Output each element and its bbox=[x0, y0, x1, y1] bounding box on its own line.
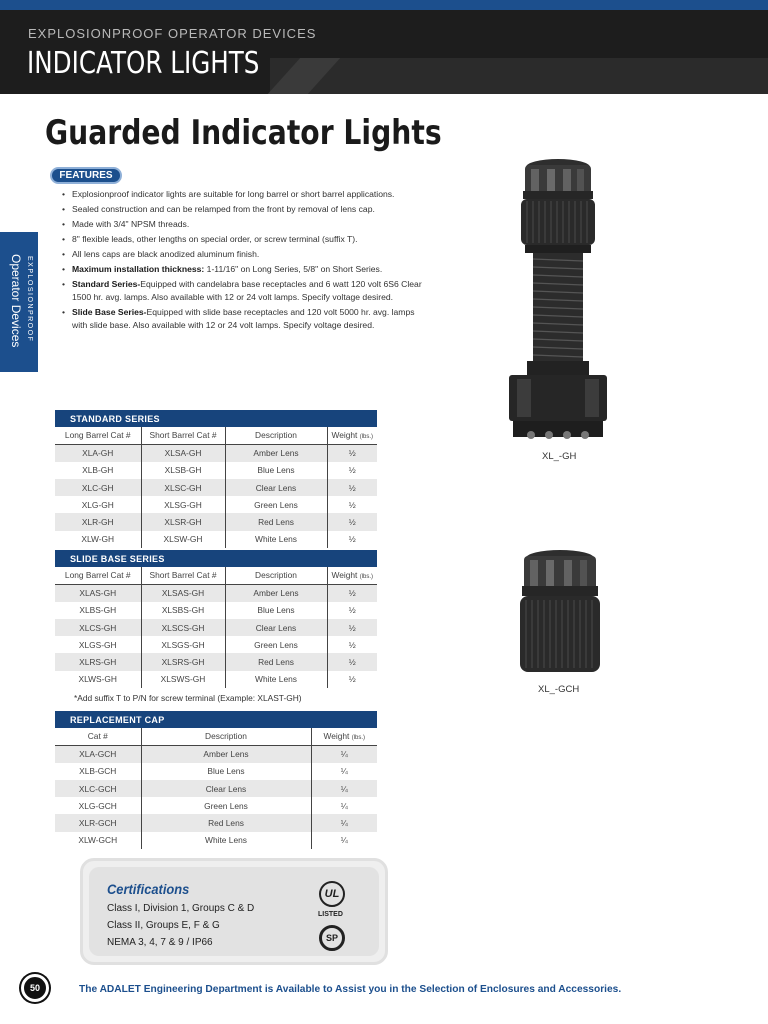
long-barrel-caption: XL_-GH bbox=[542, 451, 577, 462]
table-cell: Blue Lens bbox=[141, 763, 311, 780]
table-cell: Green Lens bbox=[225, 496, 327, 513]
table-cell: ½ bbox=[348, 465, 356, 476]
features-badge: FEATURES bbox=[50, 167, 122, 184]
certifications-title: Certifications bbox=[107, 881, 190, 897]
page-number: 50 bbox=[21, 974, 49, 1002]
table-cell: XLSC-GH bbox=[141, 479, 225, 496]
table-cell: XLA-GCH bbox=[55, 745, 141, 762]
table-cell: XLSRS-GH bbox=[141, 653, 225, 670]
column-header: Weight (lbs.) bbox=[327, 427, 377, 444]
certification-line: Class I, Division 1, Groups C & D bbox=[107, 903, 255, 914]
table-cell: ¼ bbox=[311, 780, 377, 797]
table-cell: XLSAS-GH bbox=[141, 584, 225, 601]
table-cell: XLSW-GH bbox=[141, 531, 225, 548]
table-band-title: STANDARD SERIES bbox=[55, 410, 377, 427]
footer-text: The ADALET Engineering Department is Available to Assist you in the Selection of Enclosures and Accessories. bbox=[79, 984, 622, 995]
short-barrel-caption: XL_-GCH bbox=[538, 684, 580, 695]
table-row bbox=[55, 619, 377, 636]
table-cell: ½ bbox=[327, 479, 377, 496]
feature-item: • Maximum installation thickness: 1-11/16" on Long Series, 5/8" on Short Series. bbox=[62, 263, 432, 276]
column-header: Short Barrel Cat # bbox=[141, 567, 225, 584]
table-cell: Clear Lens bbox=[225, 619, 327, 636]
table-row bbox=[55, 479, 377, 496]
table-cell: ¼ bbox=[340, 835, 348, 846]
table-cell: XLC-GH bbox=[55, 479, 141, 496]
table-row bbox=[55, 602, 377, 619]
feature-item: • Explosionproof indicator lights are suitable for long barrel or short barrel applications. bbox=[62, 188, 432, 201]
side-tab-line2: Operator Devices bbox=[9, 254, 23, 348]
column-header: Weight (lbs.) bbox=[311, 728, 377, 745]
csa-logo: SP bbox=[319, 925, 345, 951]
table-cell: XLAS-GH bbox=[55, 584, 141, 601]
table-row bbox=[55, 584, 377, 601]
side-tab-line1: EXPLOSIONPROOF bbox=[26, 256, 33, 343]
table-cell: XLA-GH bbox=[55, 444, 141, 461]
table-cell: Green Lens bbox=[225, 636, 327, 653]
table-row bbox=[55, 513, 377, 530]
table-cell: XLG-GH bbox=[55, 496, 141, 513]
column-header: Short Barrel Cat # bbox=[141, 427, 225, 444]
column-header: Description bbox=[141, 728, 311, 745]
table-row bbox=[55, 832, 377, 849]
table-row bbox=[55, 653, 377, 670]
table-row bbox=[55, 444, 377, 461]
standard-series-table bbox=[55, 410, 377, 548]
table-cell: XLSWS-GH bbox=[141, 671, 225, 688]
column-header: Weight (lbs.) bbox=[327, 567, 377, 584]
brand-name: ADALET bbox=[99, 984, 141, 995]
page-title: Guarded Indicator Lights bbox=[45, 113, 442, 153]
table-cell: White Lens bbox=[141, 832, 311, 849]
table-header-row bbox=[55, 728, 377, 745]
table-cell: Red Lens bbox=[225, 513, 327, 530]
table-cell: ¼ bbox=[340, 800, 348, 811]
table-cell: ½ bbox=[327, 584, 377, 601]
page-header bbox=[0, 10, 768, 94]
table-cell: XLW-GH bbox=[55, 531, 141, 548]
table-row bbox=[55, 671, 377, 688]
feature-item: • Sealed construction and can be relamped from the front by removal of lens cap. bbox=[62, 203, 432, 216]
table-row bbox=[55, 636, 377, 653]
table-cell: XLSR-GH bbox=[141, 513, 225, 530]
table-cell: XLSBS-GH bbox=[141, 602, 225, 619]
header-subtitle: EXPLOSIONPROOF OPERATOR DEVICES bbox=[28, 26, 317, 41]
table-cell: XLSA-GH bbox=[141, 444, 225, 461]
table-band-title: REPLACEMENT CAP bbox=[55, 711, 377, 728]
feature-item: • 8" flexible leads, other lengths on special order, or screw terminal (suffix T). bbox=[62, 233, 432, 246]
table-cell: ½ bbox=[348, 605, 356, 616]
table-cell: XLR-GH bbox=[55, 513, 141, 530]
table-cell: ½ bbox=[348, 499, 356, 510]
table-cell: XLGS-GH bbox=[55, 636, 141, 653]
certifications-panel bbox=[80, 858, 388, 965]
ul-listed-logo: UL bbox=[319, 881, 345, 907]
table-cell: Clear Lens bbox=[225, 479, 327, 496]
table-row bbox=[55, 462, 377, 479]
certification-line: NEMA 3, 4, 7 & 9 / IP66 bbox=[107, 937, 213, 948]
top-accent-stripe bbox=[0, 0, 768, 10]
table-cell: Red Lens bbox=[225, 653, 327, 670]
table-cell: ½ bbox=[348, 534, 356, 545]
table-row bbox=[55, 797, 377, 814]
feature-item: • Slide Base Series-Equipped with slide base receptacles and 120 volt 5000 hr. avg. lamps with slide base. Also available with 12 or 24 volt lamps. Specify voltage desired. bbox=[62, 306, 432, 332]
table-cell: XLBS-GH bbox=[55, 602, 141, 619]
table-row bbox=[55, 814, 377, 831]
table-cell: Blue Lens bbox=[225, 462, 327, 479]
ul-listed-label: LISTED bbox=[318, 911, 343, 918]
table-cell: Blue Lens bbox=[225, 602, 327, 619]
table-cell: Clear Lens bbox=[141, 780, 311, 797]
table-cell: ½ bbox=[348, 674, 356, 685]
feature-item: • All lens caps are black anodized aluminum finish. bbox=[62, 248, 432, 261]
table-cell: ½ bbox=[327, 619, 377, 636]
table-cell: Green Lens bbox=[141, 797, 311, 814]
feature-item: • Standard Series-Equipped with candelabra base receptacles and 6 watt 120 volt 6S6 Clear 1500 hr. avg. lamps. Also available with 12 or 24 volt lamps. Specify voltage desired. bbox=[62, 278, 432, 304]
table-row bbox=[55, 496, 377, 513]
table-cell: Amber Lens bbox=[141, 745, 311, 762]
table-row bbox=[55, 780, 377, 797]
table-cell: XLWS-GH bbox=[55, 671, 141, 688]
table-cell: ½ bbox=[327, 444, 377, 461]
column-header: Long Barrel Cat # bbox=[55, 567, 141, 584]
table-cell: XLRS-GH bbox=[55, 653, 141, 670]
table-cell: Amber Lens bbox=[225, 584, 327, 601]
certifications-inner bbox=[89, 867, 379, 956]
table-cell: ½ bbox=[327, 653, 377, 670]
table-cell: White Lens bbox=[225, 671, 327, 688]
table-row bbox=[55, 745, 377, 762]
table-cell: XLB-GCH bbox=[55, 763, 141, 780]
table-header-row bbox=[55, 427, 377, 444]
table-cell: Amber Lens bbox=[225, 444, 327, 461]
table-cell: ½ bbox=[327, 513, 377, 530]
replacement-cap-table bbox=[55, 711, 377, 849]
table-cell: ¼ bbox=[340, 766, 348, 777]
column-header: Description bbox=[225, 567, 327, 584]
column-header: Long Barrel Cat # bbox=[55, 427, 141, 444]
table-cell: Red Lens bbox=[141, 814, 311, 831]
table-band-title: SLIDE BASE SERIES bbox=[55, 550, 377, 567]
long-barrel-light-image bbox=[503, 155, 613, 447]
section-side-tab bbox=[0, 232, 38, 372]
header-title: INDICATOR LIGHTS bbox=[27, 46, 260, 81]
table-row bbox=[55, 763, 377, 780]
table-cell: XLSG-GH bbox=[141, 496, 225, 513]
short-barrel-cap-image bbox=[514, 548, 606, 678]
table-cell: XLG-GCH bbox=[55, 797, 141, 814]
table-cell: ½ bbox=[348, 639, 356, 650]
slide-base-series-table bbox=[55, 550, 377, 688]
footnote: *Add suffix T to P/N for screw terminal (Example: XLAST-GH) bbox=[74, 693, 302, 703]
table-cell: XLC-GCH bbox=[55, 780, 141, 797]
table-cell: XLB-GH bbox=[55, 462, 141, 479]
header-shade bbox=[270, 58, 768, 94]
certification-line: Class II, Groups E, F & G bbox=[107, 920, 220, 931]
table-cell: XLSCS-GH bbox=[141, 619, 225, 636]
features-list bbox=[62, 188, 432, 334]
column-header: Cat # bbox=[55, 728, 141, 745]
table-cell: XLSGS-GH bbox=[141, 636, 225, 653]
table-header-row bbox=[55, 567, 377, 584]
table-cell: White Lens bbox=[225, 531, 327, 548]
column-header: Description bbox=[225, 427, 327, 444]
table-cell: XLW-GCH bbox=[55, 832, 141, 849]
feature-item: • Made with 3/4" NPSM threads. bbox=[62, 218, 432, 231]
table-cell: XLR-GCH bbox=[55, 814, 141, 831]
table-cell: XLSB-GH bbox=[141, 462, 225, 479]
table-cell: XLCS-GH bbox=[55, 619, 141, 636]
table-row bbox=[55, 531, 377, 548]
table-cell: ¼ bbox=[311, 814, 377, 831]
table-cell: ¼ bbox=[311, 745, 377, 762]
